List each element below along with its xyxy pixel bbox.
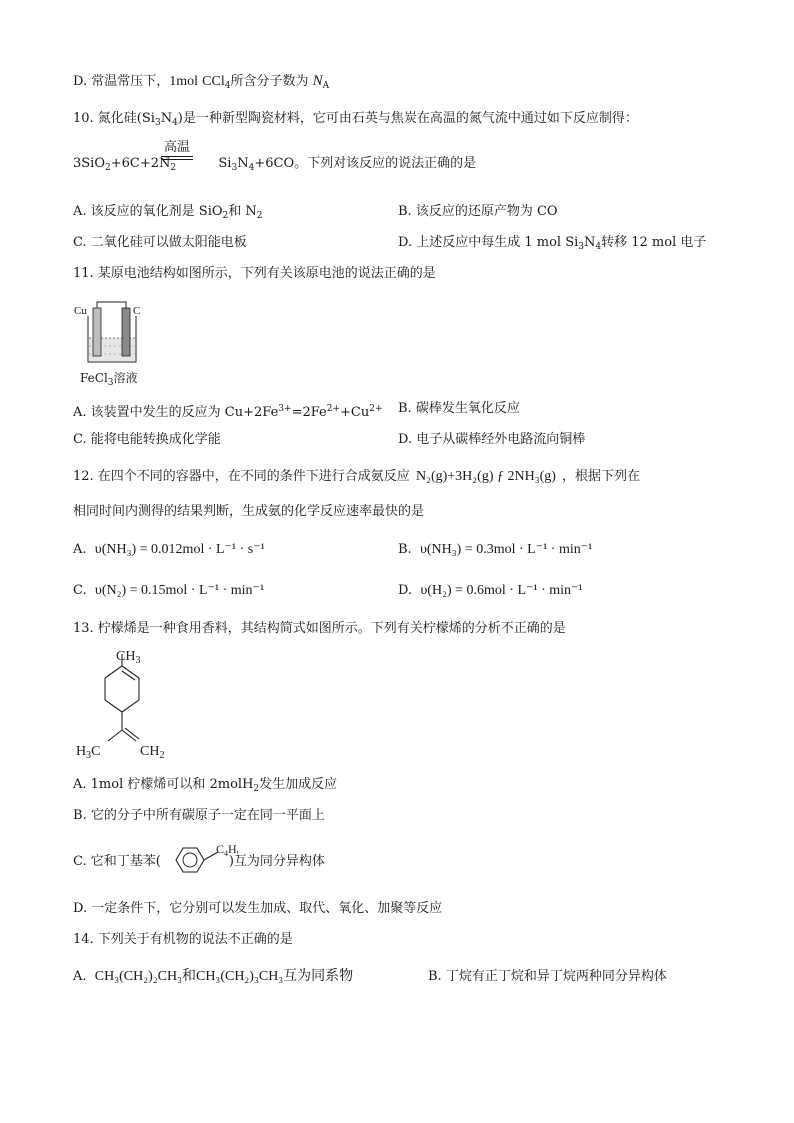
q12-stem-line1: 12. 在四个不同的容器中，在不同的条件下进行合成氨反应 N₂(g)+3H₂(g) ƒ 2NH₃(g) ，根据下列在 [73, 469, 641, 484]
q10-option-d[interactable]: D. 上述反应中每生成 1 mol $Si_3N_4$转移 12 mol 电子 [398, 235, 707, 252]
q13-option-b[interactable]: B. 它的分子中所有碳原子一定在同一平面上 [73, 808, 325, 823]
q13-stem: 13. 柠檬烯是一种食用香料，其结构简式如图所示。下列有关柠檬烯的分析不正确的是 [73, 621, 566, 636]
q11-option-a[interactable]: A. 该装置中发生的反应为 $Cu+2Fe^{3+}=2Fe^{2+}+Cu^{2+}$ [73, 404, 383, 420]
q11-option-c[interactable]: C. 能将电能转换成化学能 [73, 432, 221, 447]
q12-option-d[interactable]: D. υ(H₂) = 0.6mol · L⁻¹ · min⁻¹ [398, 583, 583, 598]
cell-label-c: C [133, 305, 141, 317]
carbon-electrode [122, 308, 130, 356]
q10-stem: 10. 氮化硅$(Si_3N_4)$是一种新型陶瓷材料，它可由石英与焦炭在高温的氮气流中通过如下反应制得： [73, 111, 638, 128]
q12-reaction: N₂(g)+3H₂(g) ƒ 2NH₃(g) [415, 469, 556, 484]
svg-text:CH2: $CH_2$ [140, 744, 165, 761]
cell-solution-label: FeCl$_3$溶液 [80, 371, 138, 388]
q13-option-a[interactable]: A. 1mol 柠檬烯可以和 2molH$_2$发生加成反应 [73, 777, 338, 794]
q12-option-b[interactable]: B. υ(NH₃) = 0.3mol · L⁻¹ · min⁻¹ [398, 542, 593, 557]
q10-option-b[interactable]: B. 该反应的还原产物为 CO [398, 204, 558, 219]
q9-option-d[interactable]: D. 常温常压下，1mol CCl$_4$所含分子数为 $N_A$ [73, 73, 330, 91]
q14-option-a[interactable]: A. CH₃(CH₂)₂CH₃和CH₃(CH₂)₃CH₃互为同系物 [73, 969, 354, 984]
q14-option-b[interactable]: B. 丁烷有正丁烷和异丁烷两种同分异构体 [428, 969, 667, 984]
butylbenzene-structure [168, 839, 238, 881]
q12-stem-line2: 相同时间内测得的结果判断，生成氨的化学反应速率最快的是 [73, 504, 425, 519]
svg-text:CH3: $CH_3$ [116, 649, 141, 666]
q11-option-b[interactable]: B. 碳棒发生氧化反应 [398, 401, 520, 416]
q12-option-c[interactable]: C. υ(N₂) = 0.15mol · L⁻¹ · min⁻¹ [73, 583, 265, 598]
q10-reaction-condition: 高温 [161, 141, 193, 160]
q14-stem: 14. 下列关于有机物的说法不正确的是 [73, 932, 293, 947]
q10-option-a[interactable]: A. 该反应的氧化剂是 SiO$_2$和 $N_2$ [73, 204, 263, 221]
copper-electrode [93, 308, 101, 356]
svg-text:H3C: $H_3C$ [76, 744, 101, 761]
q10-equation: $3SiO_2+6C+2N_2$ $Si_3N_4+6CO$。下列对该反应的说法正确的是 [73, 156, 477, 173]
q11-stem: 11. 某原电池结构如图所示，下列有关该原电池的说法正确的是 [73, 266, 436, 281]
svg-text:C4H9: $C_4H$ [216, 842, 237, 858]
limonene-structure-figure [72, 644, 182, 762]
q10-option-c[interactable]: C. 二氧化硅可以做太阳能电板 [73, 235, 247, 250]
q11-option-d[interactable]: D. 电子从碳棒经外电路流向铜棒 [398, 432, 586, 447]
cell-label-cu: Cu [74, 305, 87, 317]
q13-option-d[interactable]: D. 一定条件下，它分别可以发生加成、取代、氧化、加聚等反应 [73, 901, 443, 916]
q12-option-a[interactable]: A. υ(NH₃) = 0.012mol · L⁻¹ · s⁻¹ [73, 542, 265, 557]
q13-option-c[interactable]: C. 它和丁基苯( )互为同分异构体 [73, 854, 325, 869]
